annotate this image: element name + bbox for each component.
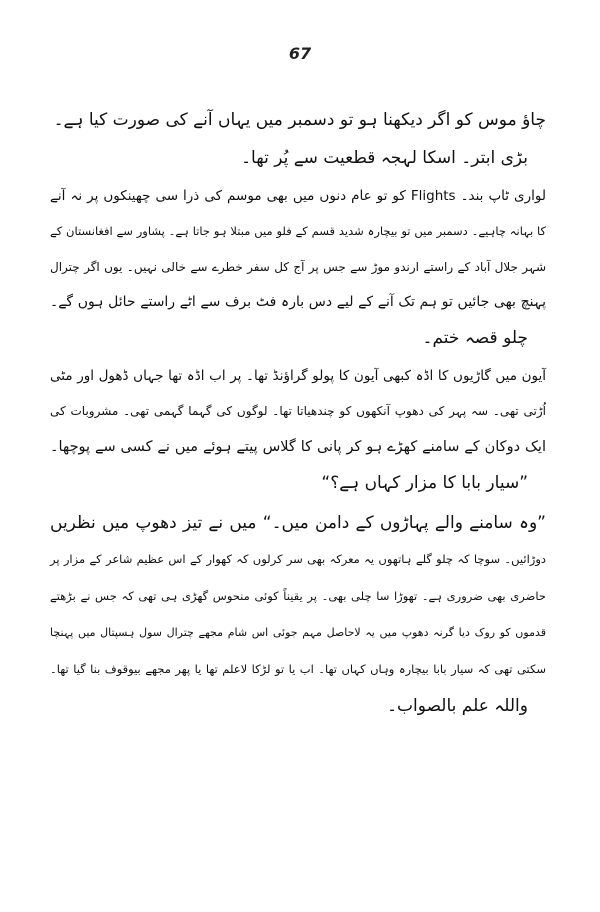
text-line-11: ”سیار بابا کا مزار کہاں ہے؟“ — [321, 473, 528, 493]
text-line-4: کا بہانہ چاہیے۔ دسمبر میں تو بیچارہ شدید قسم کے فلو میں مبتلا ہو جاتا ہے۔ پشاور سے افغانستان کے — [50, 224, 546, 238]
text-line-10: ایک دوکان کے سامنے کھڑے ہو کر پانی کا گلاس پیتے ہوئے میں نے کسی سے پوچھا۔ — [50, 439, 546, 455]
text-line-2: بڑی ابتر۔ اسکا لہجہ قطعیت سے پُر تھا۔ — [241, 148, 528, 168]
text-line-1: چاؤ موس کو اگر دیکھنا ہو تو دسمبر میں یہاں آنے کی صورت کیا ہے۔ — [53, 110, 546, 130]
text-line-7: چلو قصہ ختم۔ — [422, 328, 528, 348]
text-line-14: حاضری بھی ضروری ہے۔ تھوڑا سا چلی بھی۔ پر یقیناً کوئی منحوس گھڑی ہی تھی کہ جس نے بڑھتے — [50, 589, 546, 603]
text-line-15: قدموں کو روک دیا گرنہ دھوپ میں یہ لاحاصل مہم جوئی اس شام مجھے چترال سول ہسپتال میں پہنچا — [50, 626, 546, 639]
text-line-12: ”وہ سامنے والے پہاڑوں کے دامن میں۔“ میں نے تیز دھوپ میں نظریں — [50, 513, 546, 533]
text-line-3: لواری ٹاپ بند۔ Flights کو تو عام دنوں میں بھی موسم کی ذرا سی چھینکوں پر نہ آنے — [50, 188, 546, 204]
text-line-16: سکتی تھی کہ سیار بابا بیچارہ وہاں کہاں تھا۔ اب یا تو لڑکا لاعلم تھا یا پھر مجھے بیوقوف بنا گیا تھا۔ — [50, 662, 546, 676]
text-line-6: پہنچ بھی جائیں تو ہم تک آنے کے لیے دس بارہ فٹ برف سے اٹے راستے حائل ہوں گے۔ — [50, 294, 546, 310]
text-line-9: اُڑتی تھی۔ سہ پہر کی دھوپ آنکھوں کو چندھیاتا تھا۔ لوگوں کی گہما گہمی تھی۔ مشروبات کی — [50, 404, 546, 418]
text-line-5: شہر جلال آباد کے راستے ارندو موڑ سے جس پر آج کل سفر خطرے سے خالی نہیں۔ یوں اگر چترال — [50, 260, 546, 274]
text-line-13: دوڑائیں۔ سوچا کہ چلو گلے ہاتھوں یہ معرکہ بھی سر کرلوں کہ کھوار کے اس عظیم شاعر کے مزار پر — [50, 552, 546, 566]
text-line-8: آیون میں گاڑیوں کا اڈہ کبھی آیون کا پولو گراؤنڈ تھا۔ پر اب اڈہ تھا جہاں ڈھول اور مٹی — [50, 368, 546, 384]
page-number: 67 — [288, 44, 312, 63]
text-line-17: واللہ علم بالصواب۔ — [387, 696, 528, 716]
